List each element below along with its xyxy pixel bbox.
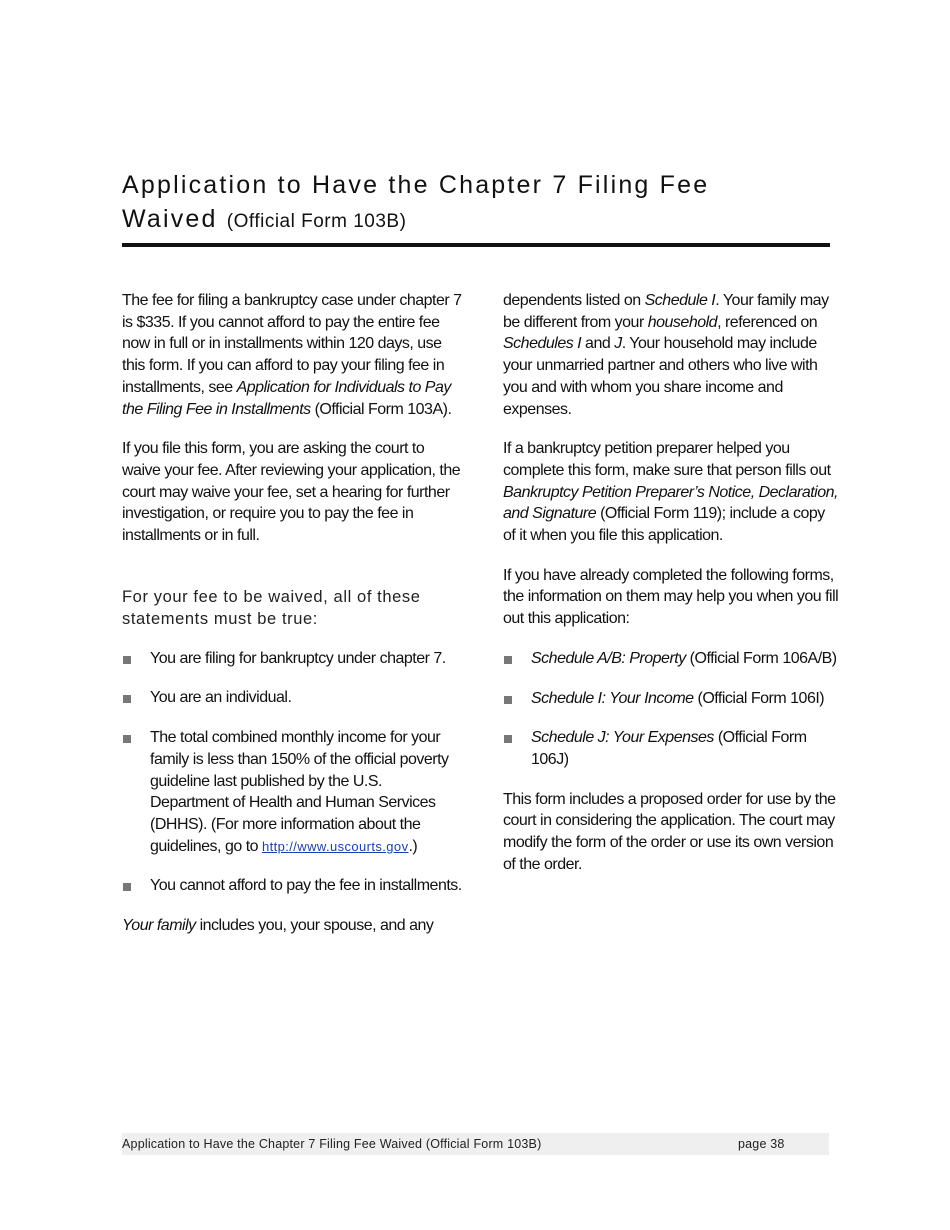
family-definition xyxy=(122,915,462,937)
intro-paragraph xyxy=(122,290,462,420)
title-line-1: Application to Have the Chapter 7 Filing Fee xyxy=(122,171,710,199)
text-run: . Your household may include your unmarried partner and others who live with you and with whom you share income and expenses. xyxy=(503,335,818,418)
preparer-paragraph xyxy=(503,438,841,547)
requirements-list xyxy=(122,648,462,897)
page-footer xyxy=(122,1133,829,1155)
family-text: includes you, your spouse, and any xyxy=(195,917,434,935)
form-119-title: Bankruptcy Petition Preparer’s Notice, Declaration, and Signature xyxy=(503,483,838,523)
title-waived: Waived xyxy=(122,205,218,233)
schedule-title: Schedule A/B: Property xyxy=(531,649,686,667)
family-term: Your family xyxy=(122,917,196,935)
text-run: , referenced on xyxy=(717,313,818,331)
schedule-title: Schedule J: Your Expenses xyxy=(531,729,714,747)
income-requirement-text: The total combined monthly income for your family is less than 150% of the official poverty guideline last published by the U.S. Department of Health and Human Services (DHHS). (For more information about the guidelines, go to xyxy=(150,729,449,855)
schedule-ref: (Official Form 106I) xyxy=(693,689,825,707)
list-item xyxy=(122,727,462,857)
form-103a-ref: (Official Form 103A). xyxy=(310,400,452,418)
form-103a-title: Application for Individuals to Pay the Filing Fee in Installments xyxy=(122,378,451,418)
italic-run: Schedules I xyxy=(503,335,582,353)
footer-title: Application to Have the Chapter 7 Filing Fee Waived (Official Form 103B) xyxy=(122,1137,542,1151)
text-run: dependents listed on xyxy=(503,292,645,309)
schedule-ref: (Official Form 106J) xyxy=(531,729,807,768)
schedule-ref: (Official Form 106A/B) xyxy=(685,649,837,667)
uscourts-link[interactable]: http://www.uscourts.gov xyxy=(261,838,409,854)
proposed-order-paragraph: This form includes a proposed order for use by the court in considering the application. The court may modify the form of the order or use its own version of the order. xyxy=(503,790,836,873)
income-requirement-end: .) xyxy=(408,837,418,855)
intro-text: The fee for filing a bankruptcy case under chapter 7 is $335. If you cannot afford to pay the entire fee now in full or in installments within 120 days, use this form. If you can afford to pay your filing fee in installments, see xyxy=(122,292,462,396)
text-run: . Your family may be different from your xyxy=(503,292,829,331)
form-reference: (Official Form 103B) xyxy=(226,211,407,232)
italic-run: Schedule I xyxy=(644,292,716,309)
completed-forms-paragraph: If you have already completed the following forms, the information on them may help you when you fill out this application: xyxy=(503,566,839,628)
title-line-2 xyxy=(122,202,830,239)
text-run: and xyxy=(581,335,615,353)
list-item xyxy=(503,648,841,670)
waive-paragraph: If you file this form, you are asking the court to waive your fee. After reviewing your application, the court may waive your fee, set a hearing for further investigation, or require you to pay the fee in installments or in full. xyxy=(122,440,461,545)
list-item: You are an individual. xyxy=(122,687,462,709)
italic-run: J xyxy=(614,335,622,353)
list-item: You are filing for bankruptcy under chapter 7. xyxy=(122,648,462,670)
requirements-heading: For your fee to be waived, all of these statements must be true: xyxy=(122,587,421,628)
text-run: If a bankruptcy petition preparer helped you complete this form, make sure that person fills out xyxy=(503,440,831,479)
left-column xyxy=(122,290,462,955)
page-number: page 38 xyxy=(738,1137,785,1151)
italic-run: household xyxy=(647,313,718,331)
schedule-title: Schedule I: Your Income xyxy=(531,689,694,707)
page-title xyxy=(122,168,830,247)
list-item: You cannot afford to pay the fee in installments. xyxy=(122,875,462,897)
schedules-list xyxy=(503,648,841,771)
text-run: (Official Form 119); include a copy of it when you file this application. xyxy=(503,505,825,545)
list-item xyxy=(503,688,841,710)
family-continued-paragraph xyxy=(503,290,841,420)
right-column xyxy=(503,290,841,893)
list-item xyxy=(503,727,841,770)
